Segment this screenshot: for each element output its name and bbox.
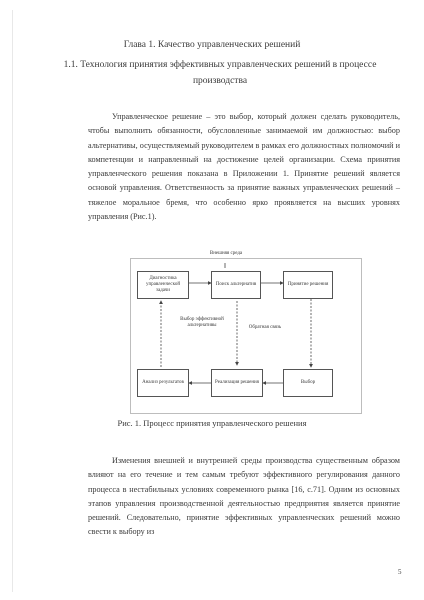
box-diagnosis: Диагностика управленческой задачи [137,271,189,299]
box-choice: Выбор [283,369,333,397]
section-title: 1.1. Технология принятия эффективных управленческих решений в процессе производства [63,60,377,86]
label-feedback: Обратная связь [248,325,282,330]
figure-caption: Рис. 1. Процесс принятия управленческого решения [117,418,307,428]
box-alternatives: Поиск альтернатив [211,271,261,299]
process-diagram [130,251,362,414]
page-number: 5 [398,568,402,576]
label-effective-alternative: Выбор эффективной альтернативы [180,317,224,328]
label-environment: Внешняя среда [209,251,243,256]
paragraph-1: Управленческое решение – это выбор, который должен сделать руководитель, чтобы выполнить обязанности, обусловленные занимаемой им должностью: выбор альтернативы, осуществляемый руководителем в рамках его должностных полномочий и компетенции и направленный на достижение целей организации. Схема принятия управленческого решения показана в Приложении 1. Принятие решений является основой управления. Ответственность за принятие важных управленческих решений – тяжелое моральное бремя, что особенно ярко проявляется на высших уровнях управления (Рис.1). [88,112,400,222]
box-implementation: Реализация решения [211,369,263,397]
paragraph-2: Изменения внешней и внутренней среды производства существенным образом влияют на его течение и тем самым требуют эффективного регулирования данного процесса в нестабильных условиях современного рынка [16, с.71]. Одним из основных этапов управления производственной деятельностью предприятия является принятие решений. Следовательно, принятие эффективных управленческих решений можно свести к выбору из [88,456,400,537]
box-decision: Принятие решения [283,271,333,299]
chapter-title: Глава 1. Качество управленческих решений [123,40,301,50]
box-analysis: Анализ результатов [137,369,189,397]
